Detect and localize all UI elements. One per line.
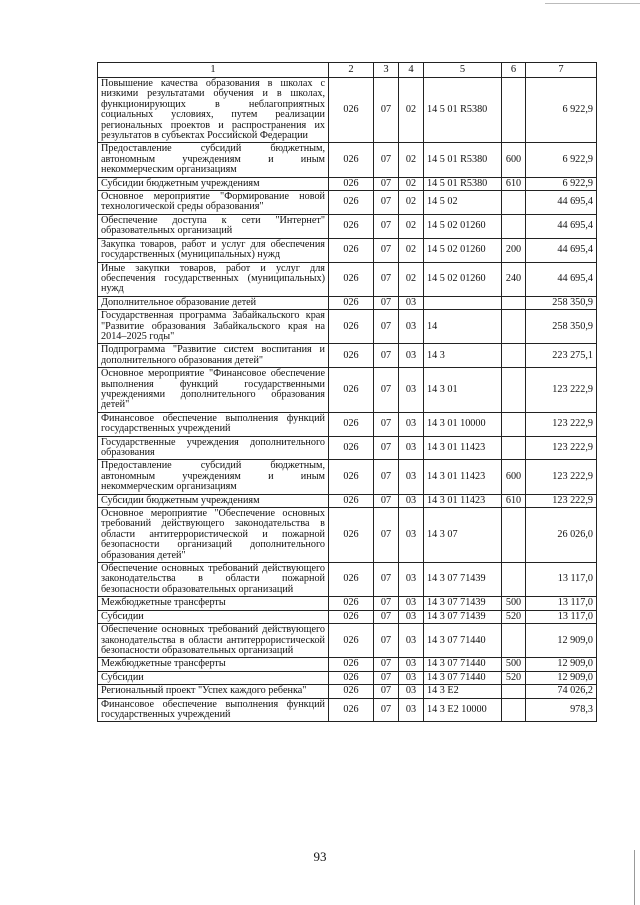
row-cell-col3: 07 (374, 368, 399, 413)
row-cell-col2: 026 (329, 368, 374, 413)
row-cell-col2: 026 (329, 658, 374, 671)
table-row (98, 685, 597, 698)
row-cell-col7: 258 350,9 (526, 310, 597, 344)
row-cell-col7: 44 695,4 (526, 214, 597, 238)
row-cell-col5: 14 3 (424, 344, 502, 368)
row-cell-col7: 223 275,1 (526, 344, 597, 368)
row-cell-col4: 03 (399, 597, 424, 610)
row-cell-col3: 07 (374, 460, 399, 494)
row-description: Региональный проект "Успех каждого ребенка" (98, 685, 329, 698)
row-cell-col4: 03 (399, 344, 424, 368)
row-cell-col5: 14 (424, 310, 502, 344)
row-cell-col4: 03 (399, 610, 424, 623)
row-cell-col7: 6 922,9 (526, 143, 597, 177)
row-cell-col5: 14 3 07 (424, 508, 502, 563)
row-cell-col7: 123 222,9 (526, 460, 597, 494)
row-cell-col6 (502, 191, 526, 215)
row-cell-col3: 07 (374, 262, 399, 296)
row-cell-col3: 07 (374, 610, 399, 623)
row-cell-col2: 026 (329, 296, 374, 309)
row-cell-col5: 14 5 01 R5380 (424, 143, 502, 177)
row-cell-col5: 14 3 07 71439 (424, 597, 502, 610)
row-cell-col7: 12 909,0 (526, 624, 597, 658)
row-cell-col3: 07 (374, 191, 399, 215)
row-cell-col2: 026 (329, 262, 374, 296)
row-cell-col2: 026 (329, 78, 374, 143)
row-description: Закупка товаров, работ и услуг для обеспечения государственных (муниципальных) нужд (98, 238, 329, 262)
row-cell-col4: 03 (399, 624, 424, 658)
row-description: Предоставление субсидий бюджетным, автономным учреждениям и иным некоммерческим организациям (98, 460, 329, 494)
row-cell-col4: 02 (399, 177, 424, 190)
row-cell-col7: 13 117,0 (526, 563, 597, 597)
row-cell-col6 (502, 368, 526, 413)
row-cell-col7: 123 222,9 (526, 494, 597, 507)
row-cell-col3: 07 (374, 436, 399, 460)
row-cell-col5: 14 5 02 01260 (424, 262, 502, 296)
header-cell-col5: 5 (424, 63, 502, 78)
row-cell-col6: 520 (502, 671, 526, 684)
row-cell-col4: 03 (399, 508, 424, 563)
row-cell-col7: 44 695,4 (526, 191, 597, 215)
row-cell-col5: 14 3 01 11423 (424, 436, 502, 460)
table-row (98, 262, 597, 296)
table-row (98, 296, 597, 309)
header-cell-col4: 4 (399, 63, 424, 78)
row-cell-col2: 026 (329, 671, 374, 684)
row-cell-col2: 026 (329, 177, 374, 190)
row-description: Повышение качества образования в школах с низкими результатами обучения и в школах, функционирующих в неблагоприятных социальных условиях, путем реализации региональных проектов и распространения их результатов в субъектах Российской Федерации (98, 78, 329, 143)
row-cell-col2: 026 (329, 624, 374, 658)
row-cell-col4: 02 (399, 78, 424, 143)
row-cell-col3: 07 (374, 344, 399, 368)
row-cell-col2: 026 (329, 460, 374, 494)
table-row (98, 177, 597, 190)
table-row (98, 460, 597, 494)
row-description: Межбюджетные трансферты (98, 597, 329, 610)
row-cell-col4: 03 (399, 698, 424, 722)
row-cell-col6: 240 (502, 262, 526, 296)
table-row (98, 310, 597, 344)
row-cell-col7: 123 222,9 (526, 368, 597, 413)
row-cell-col3: 07 (374, 671, 399, 684)
row-cell-col6 (502, 436, 526, 460)
row-cell-col2: 026 (329, 698, 374, 722)
row-cell-col2: 026 (329, 310, 374, 344)
header-cell-col6: 6 (502, 63, 526, 78)
row-cell-col2: 026 (329, 143, 374, 177)
row-cell-col3: 07 (374, 685, 399, 698)
table-row (98, 597, 597, 610)
row-description: Субсидии бюджетным учреждениям (98, 494, 329, 507)
row-cell-col4: 02 (399, 143, 424, 177)
row-cell-col5: 14 3 E2 (424, 685, 502, 698)
table-row (98, 563, 597, 597)
row-cell-col5: 14 5 02 01260 (424, 214, 502, 238)
row-cell-col4: 03 (399, 310, 424, 344)
row-cell-col7: 123 222,9 (526, 412, 597, 436)
row-cell-col5: 14 3 01 10000 (424, 412, 502, 436)
row-cell-col5: 14 3 07 71440 (424, 671, 502, 684)
row-cell-col2: 026 (329, 508, 374, 563)
row-cell-col6: 520 (502, 610, 526, 623)
row-cell-col3: 07 (374, 296, 399, 309)
row-description: Основное мероприятие "Финансовое обеспечение выполнения функций государственными учреждениями дополнительного образования детей" (98, 368, 329, 413)
row-cell-col4: 02 (399, 214, 424, 238)
row-cell-col7: 12 909,0 (526, 658, 597, 671)
budget-table (97, 62, 597, 722)
row-cell-col3: 07 (374, 214, 399, 238)
row-description: Иные закупки товаров, работ и услуг для обеспечения государственных (муниципальных) нужд (98, 262, 329, 296)
row-cell-col6 (502, 310, 526, 344)
row-cell-col3: 07 (374, 624, 399, 658)
row-cell-col5: 14 5 02 (424, 191, 502, 215)
row-cell-col3: 07 (374, 658, 399, 671)
row-cell-col2: 026 (329, 610, 374, 623)
row-cell-col4: 03 (399, 658, 424, 671)
row-cell-col6 (502, 685, 526, 698)
table-row (98, 143, 597, 177)
row-cell-col3: 07 (374, 698, 399, 722)
row-description: Обеспечение основных требований действующего законодательства в области антитеррористической безопасности образовательных организаций (98, 624, 329, 658)
row-cell-col6: 610 (502, 494, 526, 507)
row-cell-col3: 07 (374, 508, 399, 563)
row-cell-col6 (502, 78, 526, 143)
table-row (98, 238, 597, 262)
row-cell-col2: 026 (329, 214, 374, 238)
row-cell-col3: 07 (374, 78, 399, 143)
header-cell-col7: 7 (526, 63, 597, 78)
row-cell-col4: 03 (399, 563, 424, 597)
row-cell-col2: 026 (329, 412, 374, 436)
row-description: Дополнительное образование детей (98, 296, 329, 309)
row-description: Финансовое обеспечение выполнения функций государственных учреждений (98, 698, 329, 722)
row-description: Подпрограмма "Развитие систем воспитания и дополнительного образования детей" (98, 344, 329, 368)
table-row (98, 412, 597, 436)
row-cell-col7: 6 922,9 (526, 78, 597, 143)
row-cell-col7: 13 117,0 (526, 597, 597, 610)
table-row (98, 624, 597, 658)
row-cell-col3: 07 (374, 563, 399, 597)
row-cell-col2: 026 (329, 191, 374, 215)
row-cell-col4: 03 (399, 685, 424, 698)
row-cell-col7: 6 922,9 (526, 177, 597, 190)
row-cell-col6: 610 (502, 177, 526, 190)
row-description: Субсидии (98, 610, 329, 623)
row-cell-col4: 02 (399, 262, 424, 296)
table-header (98, 63, 597, 78)
table-row (98, 658, 597, 671)
row-cell-col6: 200 (502, 238, 526, 262)
row-cell-col3: 07 (374, 310, 399, 344)
row-cell-col7: 44 695,4 (526, 262, 597, 296)
row-cell-col3: 07 (374, 143, 399, 177)
row-cell-col3: 07 (374, 238, 399, 262)
row-description: Финансовое обеспечение выполнения функций государственных учреждений (98, 412, 329, 436)
table-row (98, 494, 597, 507)
row-cell-col4: 03 (399, 460, 424, 494)
row-cell-col4: 03 (399, 368, 424, 413)
row-cell-col6 (502, 698, 526, 722)
row-cell-col6: 500 (502, 658, 526, 671)
row-cell-col2: 026 (329, 238, 374, 262)
row-cell-col2: 026 (329, 436, 374, 460)
row-description: Субсидии бюджетным учреждениям (98, 177, 329, 190)
table-body (98, 78, 597, 722)
row-cell-col3: 07 (374, 177, 399, 190)
row-cell-col6 (502, 624, 526, 658)
table-row (98, 78, 597, 143)
row-cell-col5: 14 3 07 71439 (424, 610, 502, 623)
row-cell-col3: 07 (374, 597, 399, 610)
row-cell-col6 (502, 296, 526, 309)
row-cell-col6 (502, 508, 526, 563)
row-description: Основное мероприятие "Формирование новой технологической среды образования" (98, 191, 329, 215)
header-rule (545, 3, 640, 4)
row-cell-col7: 26 026,0 (526, 508, 597, 563)
row-cell-col7: 123 222,9 (526, 436, 597, 460)
row-cell-col5: 14 5 01 R5380 (424, 78, 502, 143)
row-cell-col2: 026 (329, 344, 374, 368)
row-cell-col4: 03 (399, 412, 424, 436)
row-cell-col7: 12 909,0 (526, 671, 597, 684)
row-cell-col5: 14 3 E2 10000 (424, 698, 502, 722)
row-cell-col5: 14 3 07 71439 (424, 563, 502, 597)
row-cell-col6: 500 (502, 597, 526, 610)
row-cell-col2: 026 (329, 494, 374, 507)
row-cell-col4: 03 (399, 494, 424, 507)
scan-edge-line (634, 850, 635, 905)
row-description: Предоставление субсидий бюджетным, автономным учреждениям и иным некоммерческим организациям (98, 143, 329, 177)
row-description: Обеспечение основных требований действующего законодательства в области пожарной безопасности образовательных организаций (98, 563, 329, 597)
row-cell-col6 (502, 214, 526, 238)
row-description: Субсидии (98, 671, 329, 684)
row-cell-col2: 026 (329, 563, 374, 597)
row-cell-col5: 14 5 01 R5380 (424, 177, 502, 190)
row-cell-col6 (502, 563, 526, 597)
row-cell-col6: 600 (502, 143, 526, 177)
row-cell-col4: 02 (399, 238, 424, 262)
row-cell-col3: 07 (374, 494, 399, 507)
row-cell-col5: 14 3 01 11423 (424, 494, 502, 507)
row-cell-col3: 07 (374, 412, 399, 436)
row-cell-col6: 600 (502, 460, 526, 494)
header-cell-col2: 2 (329, 63, 374, 78)
header-cell-col1: 1 (98, 63, 329, 78)
page-number: 93 (313, 849, 327, 864)
row-cell-col7: 13 117,0 (526, 610, 597, 623)
table-row (98, 344, 597, 368)
row-description: Государственная программа Забайкальского края "Развитие образования Забайкальского края на 2014–2025 годы" (98, 310, 329, 344)
row-cell-col5 (424, 296, 502, 309)
row-description: Межбюджетные трансферты (98, 658, 329, 671)
row-description: Обеспечение доступа к сети "Интернет" образовательных организаций (98, 214, 329, 238)
row-cell-col5: 14 3 01 (424, 368, 502, 413)
row-cell-col2: 026 (329, 685, 374, 698)
row-cell-col6 (502, 412, 526, 436)
row-cell-col4: 02 (399, 191, 424, 215)
row-description: Основное мероприятие "Обеспечение основных требований действующего законодательства в области антитеррористической и пожарной безопасности организаций дополнительного образования детей" (98, 508, 329, 563)
row-description: Государственные учреждения дополнительного образования (98, 436, 329, 460)
row-cell-col2: 026 (329, 597, 374, 610)
table-row (98, 610, 597, 623)
row-cell-col7: 978,3 (526, 698, 597, 722)
row-cell-col4: 03 (399, 296, 424, 309)
table-row (98, 698, 597, 722)
row-cell-col5: 14 3 07 71440 (424, 624, 502, 658)
row-cell-col7: 258 350,9 (526, 296, 597, 309)
header-cell-col3: 3 (374, 63, 399, 78)
row-cell-col6 (502, 344, 526, 368)
row-cell-col7: 44 695,4 (526, 238, 597, 262)
table-row (98, 214, 597, 238)
row-cell-col4: 03 (399, 671, 424, 684)
row-cell-col5: 14 3 01 11423 (424, 460, 502, 494)
table-row (98, 671, 597, 684)
table-row (98, 508, 597, 563)
row-cell-col4: 03 (399, 436, 424, 460)
row-cell-col7: 74 026,2 (526, 685, 597, 698)
row-cell-col5: 14 3 07 71440 (424, 658, 502, 671)
table-row (98, 368, 597, 413)
row-cell-col5: 14 5 02 01260 (424, 238, 502, 262)
table-row (98, 191, 597, 215)
table-row (98, 436, 597, 460)
header-row (98, 63, 597, 78)
